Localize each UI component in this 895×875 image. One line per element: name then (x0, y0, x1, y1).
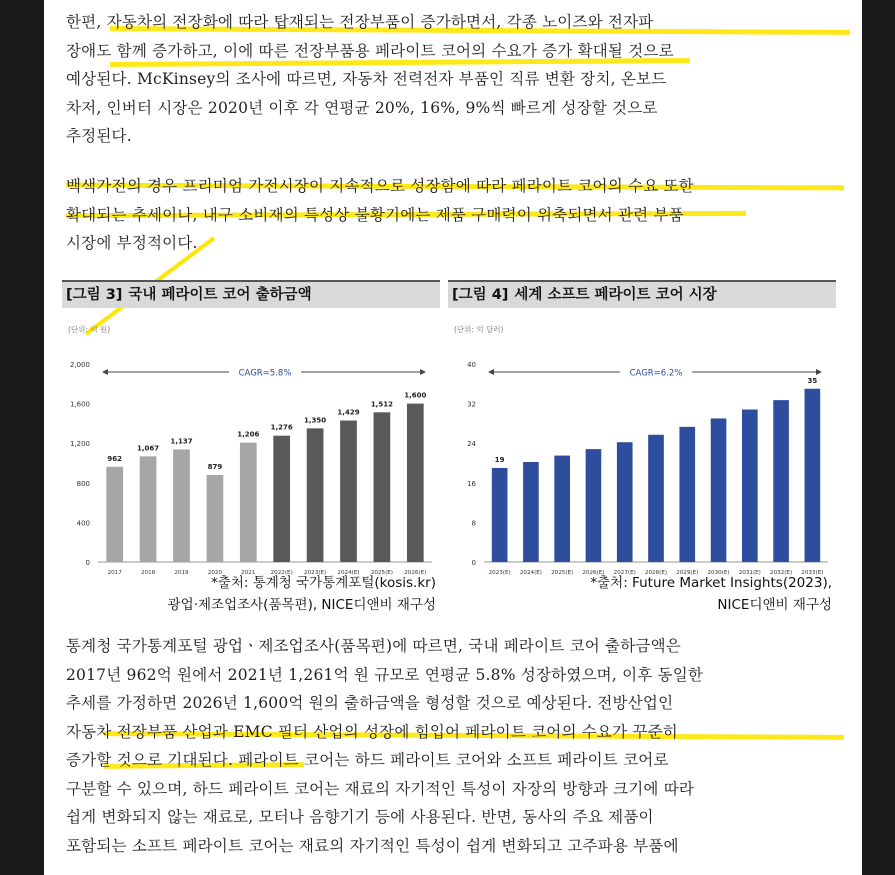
data-label: 879 (207, 462, 223, 471)
x-tick-label: 2033(E) (801, 570, 824, 576)
cagr-label: CAGR=5.8% (238, 368, 292, 379)
text-line: 통계청 국가통계포털 광업ㆍ제조업조사(품목편)에 따르면, 국내 페라이트 코어 출하금액은 (66, 637, 681, 655)
figure-title-bar (448, 280, 836, 308)
text-line: 차저, 인버터 시장은 2020년 이후 각 연평균 20%, 16%, 9%씩 빠르게 성장할 것으로 (66, 98, 658, 117)
bar (407, 404, 424, 562)
text-line: 증가할 것으로 기대된다. 페라이트 코어는 하드 페라이트 코어와 소프트 페라이트 코어로 (66, 751, 669, 769)
text-line: 한편, 자동차의 전장화에 따라 탑재되는 전장부품이 증가하면서, 각종 노이즈와 전자파 (66, 13, 654, 31)
x-tick-label: 2026(E) (404, 570, 427, 576)
text-line: 자동차 전장부품 산업과 EMC 필터 산업의 성장에 힘입어 페라이트 코어의 수요가 꾸준히 (66, 722, 678, 741)
bar (106, 467, 123, 562)
bar (207, 475, 224, 562)
bar (773, 400, 789, 562)
figure-title: 세계 소프트 페라이트 코어 시장 (514, 287, 717, 303)
y-tick-label: 1,600 (69, 400, 90, 409)
cagr-arrow-head-left (488, 369, 494, 375)
x-tick-label: 2030(E) (707, 570, 730, 576)
y-tick-label: 400 (76, 519, 90, 528)
x-tick-label: 2017 (107, 570, 122, 576)
figure-source (62, 572, 440, 616)
cagr-label: CAGR=6.2% (629, 368, 683, 379)
x-tick-label: 2023(E) (304, 570, 327, 576)
x-tick-label: 2019 (174, 570, 189, 576)
bar (648, 435, 664, 562)
source-line: NICE디앤비 재구성 (717, 597, 832, 613)
bar (617, 442, 633, 562)
text-line: 포함되는 소프트 페라이트 코어는 재료의 자기적인 특성이 쉽게 변화되고 고주파용 부품에 (66, 836, 679, 855)
text-line: 2017년 962억 원에서 2021년 1,261억 원 규모로 연평균 5.8% 성장하였으며, 이후 동일한 (66, 665, 704, 684)
y-tick-label: 0 (85, 559, 90, 567)
x-tick-label: 2023(E) (488, 570, 511, 576)
chart-domestic-shipments (62, 308, 440, 576)
bar (586, 449, 602, 562)
x-tick-label: 2021 (241, 570, 256, 576)
y-tick-label: 8 (471, 519, 476, 528)
bar (273, 436, 290, 562)
x-tick-label: 2029(E) (676, 570, 699, 576)
text-line: 예상된다. McKinsey의 조사에 따르면, 자동차 전력전자 부품인 직류 변환 장치, 온보드 (66, 70, 667, 88)
x-tick-label: 2024(E) (519, 570, 542, 576)
bar-chart-svg (448, 308, 836, 576)
bar (140, 456, 157, 562)
paragraph-appliances (66, 172, 824, 258)
x-tick-label: 2026(E) (582, 570, 605, 576)
data-label: 1,429 (337, 408, 360, 417)
cagr-arrow-head-right (816, 369, 822, 375)
data-label: 962 (107, 454, 123, 463)
x-tick-label: 2025(E) (370, 570, 393, 576)
x-tick-label: 2028(E) (644, 570, 668, 576)
bar (805, 389, 821, 562)
bar (742, 410, 758, 562)
unit-label: (단위: 억 달러) (454, 325, 504, 334)
bar (340, 421, 357, 562)
bar (523, 462, 539, 562)
x-tick-label: 2031(E) (738, 570, 761, 576)
text-line: 추세를 가정하면 2026년 1,600억 원의 출하금액을 형성할 것으로 예상된다. 전방산업인 (66, 694, 674, 712)
x-tick-label: 2018 (140, 570, 156, 576)
paragraph-intro (66, 8, 824, 151)
y-tick-label: 40 (467, 361, 476, 369)
data-label: 1,600 (404, 391, 427, 400)
bar (554, 456, 570, 562)
data-label: 1,067 (137, 444, 160, 453)
data-label: 35 (807, 376, 818, 385)
x-tick-label: 2022(E) (270, 570, 293, 576)
figure-label: [그림 4] (452, 287, 509, 303)
y-tick-label: 2,000 (69, 361, 90, 369)
x-tick-label: 2027(E) (613, 570, 636, 576)
bar (679, 427, 695, 562)
figure-title: 국내 페라이트 코어 출하금액 (128, 287, 312, 303)
y-tick-label: 0 (471, 559, 476, 567)
cagr-arrow-head-right (420, 369, 426, 375)
bar-chart-svg (62, 308, 440, 576)
x-tick-label: 2020 (207, 570, 223, 576)
data-label: 1,350 (304, 416, 327, 425)
paragraph-market-outlook (66, 632, 824, 860)
data-label: 1,206 (237, 430, 260, 439)
x-tick-label: 2025(E) (551, 570, 574, 576)
text-line: 구분할 수 있으며, 하드 페라이트 코어는 재료의 자기적인 특성이 자장의 방향과 크기에 따라 (66, 779, 695, 798)
bar (307, 428, 324, 562)
bar (374, 412, 391, 562)
data-label: 1,512 (370, 400, 393, 409)
figure-source (448, 572, 836, 616)
y-tick-label: 800 (76, 479, 90, 488)
source-line: *출처: 통계청 국가통계포털(kosis.kr) (211, 575, 436, 591)
x-tick-label: 2024(E) (337, 570, 360, 576)
figure-3 (62, 280, 440, 613)
text-line: 쉽게 변화되지 않는 재료로, 모터나 음향기기 등에 사용된다. 반면, 동사의 주요 제품이 (66, 808, 654, 826)
bar (492, 468, 508, 562)
y-tick-label: 24 (467, 440, 476, 449)
bar (711, 418, 727, 562)
bar (240, 443, 257, 562)
document-page (44, 0, 862, 875)
data-label: 1,276 (270, 423, 293, 432)
cagr-arrow-head-left (102, 369, 108, 375)
source-line: *출처: Future Market Insights(2023), (590, 575, 832, 591)
unit-label: (단위: 억 원) (68, 325, 111, 334)
data-label: 1,137 (170, 437, 193, 446)
source-line: 광업·제조업조사(품목편), NICE디앤비 재구성 (167, 597, 436, 613)
bar (173, 449, 190, 562)
y-tick-label: 1,200 (69, 440, 90, 449)
x-tick-label: 2032(E) (770, 570, 793, 576)
figure-title-bar (62, 280, 440, 308)
text-line: 백색가전의 경우 프리미엄 가전시장이 지속적으로 성장함에 따라 페라이트 코어의 수요 또한 (66, 177, 694, 195)
figure-label: [그림 3] (66, 287, 123, 303)
y-tick-label: 16 (467, 479, 476, 488)
text-line: 시장에 부정적이다. (66, 234, 198, 252)
figure-4 (448, 280, 836, 613)
chart-global-soft-ferrite (448, 308, 836, 576)
text-line: 확대되는 추세이나, 내구 소비재의 특성상 불황기에는 제품 구매력이 위축되면서 관련 부품 (66, 205, 684, 224)
text-line: 장애도 함께 증가하고, 이에 따른 전장부품용 페라이트 코어의 수요가 증가 확대될 것으로 (66, 41, 674, 60)
text-line: 추정된다. (66, 127, 132, 145)
data-label: 19 (494, 455, 505, 464)
y-tick-label: 32 (467, 400, 476, 409)
